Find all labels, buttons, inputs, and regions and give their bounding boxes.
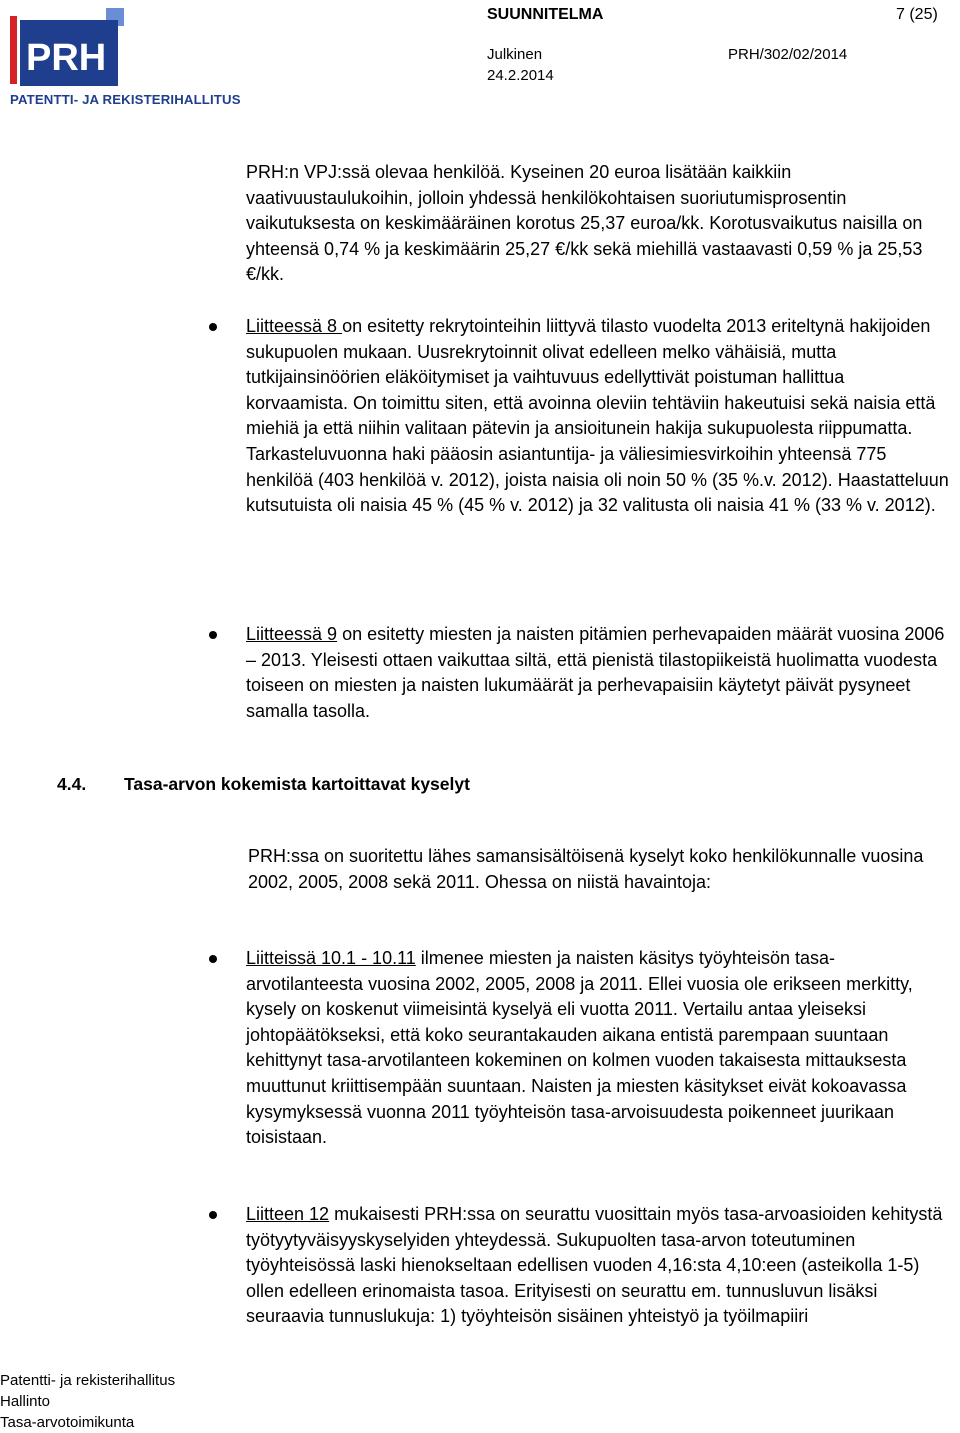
list-item-text: on esitetty miesten ja naisten pitämien perhevapaiden määrät vuosina 2006 – 2013. Yleisesti ottaen vaikuttaa siltä, että pienistä tilastopiikeistä huolimatta vuodesta toiseen on miesten ja naisten lukumäärät ja perhevapaisiin käytetyt päivät pysyneet samalla tasolla.: [246, 624, 945, 721]
footer-unit: Hallinto: [0, 1393, 51, 1410]
bullet-dot: [209, 631, 217, 639]
section-number: 4.4.: [57, 774, 87, 794]
logo-caption: PATENTTI- JA REKISTERIHALLITUS: [10, 92, 241, 107]
classification: Julkinen: [487, 46, 543, 63]
list-item: [246, 622, 951, 724]
list-item-text: on esitetty rekrytointeihin liittyvä tilasto vuodelta 2013 eriteltynä hakijoiden sukupuolen mukaan. Uusrekrytoinnit olivat edelleen melko vähäisiä, mutta tutkijainsinöörien eläköitymiset ja vaihtuvuus edellyttivät poistuman hallittua korvaamista. On toimittu siten, että avoinna oleviin tehtäviin hakeutuisi sekä naisia että miehiä ja että niihin valitaan pätevin ja ansioitunein hakija sukupuolesta riippumatta. Tarkasteluvuonna haki pääosin asiantuntija- ja väliesimiesvirkoihin yhteensä 775 henkilöä (403 henkilöä v. 2012), joista naisia oli noin 50 % (35 %.v. 2012). Haastatteluun kutsutuista oli naisia 45 % (45 % v. 2012) ja 32 valitusta oli naisia 41 % (33 % v. 2012).: [246, 316, 949, 516]
list-item-text: mukaisesti PRH:ssa on seurattu vuosittain myös tasa-arvoasioiden kehitystä työtyytyväisyyskyselyiden yhteydessä. Sukupuolten tasa-arvon toteutuminen työyhteisössä laski hienokseltaan edellisen vuoden 4,16:sta 4,10:een (asteikolla 1-5) ollen edelleen erinomaista tasoa. Erityisesti on seurattu em. tunnusluvun lisäksi seuraavia tunnuslukuja: 1) työyhteisön sisäinen yhteistyö ja työilmapiiri: [246, 1204, 943, 1327]
list-item-text: ilmenee miesten ja naisten käsitys työyhteisön tasa-arvotilanteesta vuosina 2002, 2005, 2008 ja 2011. Ellei vuosia ole erikseen merkitty, kysely on koskenut viimeisintä kyselyä eli vuotta 2011. Vertailu antaa yleiseksi johtopäätökseksi, että koko seurantakauden aikana entistä parempaan suuntaan kehittynyt tasa-arvotilanteen kokeminen on kolmen vuoden takaisesta mittauksesta muuttunut kriittisempään suuntaan. Naisten ja miesten käsitykset eivät kokoavassa kysymyksessä vuonna 2011 työyhteisön tasa-arvoisuudesta poikenneet juurikaan toisistaan.: [246, 948, 913, 1148]
document-date: 24.2.2014: [487, 67, 554, 84]
intro-paragraph: PRH:n VPJ:ssä olevaa henkilöä. Kyseinen 20 euroa lisätään kaikkiin vaativuustaulukoihin, jolloin yhdessä henkilökohtaisen suoriutumisprosentin vaikutuksesta on keskimääräinen korotus 25,37 euroa/kk. Korotusvaikutus naisilla on yhteensä 0,74 % ja keskimäärin 25,27 €/kk sekä miehillä vastaavasti 0,59 % ja 25,53 €/kk.: [246, 162, 923, 285]
appendix-link[interactable]: Liitteessä 9: [246, 624, 338, 644]
list-item: [246, 946, 951, 1151]
prh-logo: [10, 8, 260, 112]
document-number: PRH/302/02/2014: [728, 46, 848, 63]
section-paragraph: PRH:ssa on suoritettu lähes samansisältöisenä kyselyt koko henkilökunnalle vuosina 2002, 2005, 2008 sekä 2011. Ohessa on niistä havaintoja:: [248, 846, 924, 892]
section-title: Tasa-arvon kokemista kartoittavat kyselyt: [124, 774, 470, 794]
document-type: SUUNNITELMA: [487, 6, 604, 23]
footer-committee: Tasa-arvotoimikunta: [0, 1414, 135, 1431]
appendix-link[interactable]: Liitteissä 10.1 - 10.11: [246, 948, 416, 968]
bullet-dot: [209, 1211, 217, 1219]
logo-mark-text: PRH: [26, 37, 107, 79]
prh-logo-mark: [10, 8, 260, 88]
bullet-dot: [209, 323, 217, 331]
page-number: 7 (25): [896, 6, 938, 23]
footer: [0, 1370, 175, 1433]
appendix-link[interactable]: Liitteessä 8: [246, 316, 343, 336]
list-item: [246, 1202, 951, 1330]
list-item: [246, 314, 951, 519]
bullet-dot: [209, 955, 217, 963]
footer-organization: Patentti- ja rekisterihallitus: [0, 1372, 176, 1389]
appendix-link[interactable]: Liitteen 12: [246, 1204, 330, 1224]
